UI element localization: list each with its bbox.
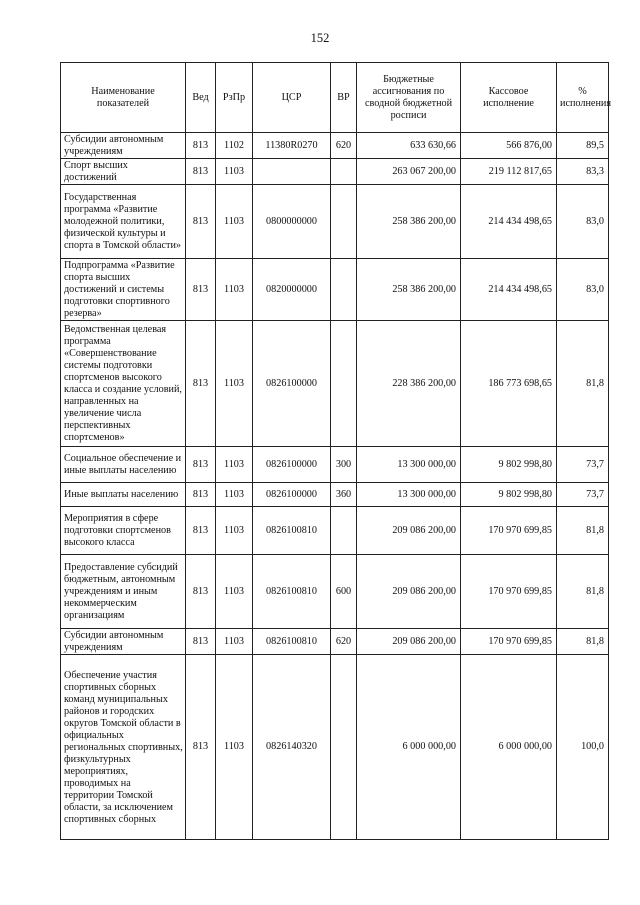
row-ved-cell: 813	[186, 185, 216, 259]
row-rzpr-cell: 1103	[216, 159, 253, 185]
row-rzpr-cell: 1103	[216, 507, 253, 555]
row-name-cell: Подпрограмма «Развитие спорта высших достижений и системы подготовки спортивного резерва»	[61, 259, 186, 321]
row-cash-cell: 214 434 498,65	[461, 185, 557, 259]
row-name-cell: Предоставление субсидий бюджетным, автономным учреждениям и иным некоммерческим организациям	[61, 555, 186, 629]
row-name-cell: Иные выплаты населению	[61, 483, 186, 507]
budget-execution-table	[60, 62, 612, 840]
row-cash-cell: 170 970 699,85	[461, 629, 557, 655]
header-vr: ВР	[331, 63, 357, 133]
row-cash-cell: 566 876,00	[461, 133, 557, 159]
row-csr-cell: 0826100810	[253, 629, 331, 655]
row-vr-cell	[331, 259, 357, 321]
row-ved-cell: 813	[186, 133, 216, 159]
row-vr-cell: 360	[331, 483, 357, 507]
row-vr-cell	[331, 321, 357, 447]
row-rzpr-cell: 1103	[216, 447, 253, 483]
row-rzpr-cell: 1103	[216, 321, 253, 447]
row-percent-cell: 83,0	[557, 185, 609, 259]
table-row	[61, 321, 609, 447]
row-percent-cell: 89,5	[557, 133, 609, 159]
row-name-cell: Субсидии автономным учреждениям	[61, 133, 186, 159]
row-cash-cell: 214 434 498,65	[461, 259, 557, 321]
row-ved-cell: 813	[186, 555, 216, 629]
row-csr-cell: 0826100000	[253, 447, 331, 483]
row-ved-cell: 813	[186, 447, 216, 483]
row-percent-cell: 81,8	[557, 507, 609, 555]
row-rzpr-cell: 1102	[216, 133, 253, 159]
row-rzpr-cell: 1103	[216, 555, 253, 629]
row-percent-cell: 81,8	[557, 321, 609, 447]
table-row	[61, 629, 609, 655]
header-ved: Вед	[186, 63, 216, 133]
row-vr-cell: 300	[331, 447, 357, 483]
row-csr-cell: 0826140320	[253, 655, 331, 840]
row-percent-cell: 81,8	[557, 555, 609, 629]
row-budget-cell: 263 067 200,00	[357, 159, 461, 185]
row-budget-cell: 258 386 200,00	[357, 185, 461, 259]
row-percent-cell: 73,7	[557, 447, 609, 483]
table-row	[61, 159, 609, 185]
row-budget-cell: 6 000 000,00	[357, 655, 461, 840]
row-budget-cell: 258 386 200,00	[357, 259, 461, 321]
table-body	[61, 133, 609, 840]
row-budget-cell: 633 630,66	[357, 133, 461, 159]
page-number: 152	[310, 31, 330, 45]
row-csr-cell: 0826100000	[253, 321, 331, 447]
row-csr-cell: 11380R0270	[253, 133, 331, 159]
row-vr-cell	[331, 159, 357, 185]
header-cash: Кассовое исполнение	[461, 63, 557, 133]
row-cash-cell: 170 970 699,85	[461, 507, 557, 555]
header-rzpr: РзПр	[216, 63, 253, 133]
row-vr-cell: 620	[331, 133, 357, 159]
table-row	[61, 447, 609, 483]
row-percent-cell: 73,7	[557, 483, 609, 507]
row-budget-cell: 209 086 200,00	[357, 507, 461, 555]
row-ved-cell: 813	[186, 321, 216, 447]
row-ved-cell: 813	[186, 259, 216, 321]
row-cash-cell: 219 112 817,65	[461, 159, 557, 185]
row-vr-cell: 620	[331, 629, 357, 655]
row-ved-cell: 813	[186, 483, 216, 507]
row-vr-cell: 600	[331, 555, 357, 629]
table-row	[61, 133, 609, 159]
row-percent-cell: 100,0	[557, 655, 609, 840]
row-vr-cell	[331, 507, 357, 555]
row-percent-cell: 83,0	[557, 259, 609, 321]
header-name: Наименование показателей	[61, 63, 186, 133]
row-rzpr-cell: 1103	[216, 629, 253, 655]
row-csr-cell: 0826100810	[253, 507, 331, 555]
row-rzpr-cell: 1103	[216, 185, 253, 259]
row-budget-cell: 13 300 000,00	[357, 447, 461, 483]
row-name-cell: Субсидии автономным учреждениям	[61, 629, 186, 655]
row-ved-cell: 813	[186, 159, 216, 185]
table-row	[61, 483, 609, 507]
row-cash-cell: 6 000 000,00	[461, 655, 557, 840]
row-ved-cell: 813	[186, 507, 216, 555]
row-percent-cell: 83,3	[557, 159, 609, 185]
row-budget-cell: 13 300 000,00	[357, 483, 461, 507]
row-rzpr-cell: 1103	[216, 259, 253, 321]
row-ved-cell: 813	[186, 629, 216, 655]
row-budget-cell: 209 086 200,00	[357, 555, 461, 629]
table-row	[61, 555, 609, 629]
row-percent-cell: 81,8	[557, 629, 609, 655]
row-rzpr-cell: 1103	[216, 483, 253, 507]
header-csr: ЦСР	[253, 63, 331, 133]
header-budget: Бюджетные ассигнования по сводной бюджетной росписи	[357, 63, 461, 133]
table-header-row	[61, 63, 609, 133]
row-budget-cell: 209 086 200,00	[357, 629, 461, 655]
row-rzpr-cell: 1103	[216, 655, 253, 840]
row-csr-cell: 0826100810	[253, 555, 331, 629]
row-ved-cell: 813	[186, 655, 216, 840]
row-cash-cell: 186 773 698,65	[461, 321, 557, 447]
row-vr-cell	[331, 185, 357, 259]
row-cash-cell: 9 802 998,80	[461, 483, 557, 507]
table-row	[61, 185, 609, 259]
table-row	[61, 507, 609, 555]
row-cash-cell: 170 970 699,85	[461, 555, 557, 629]
row-name-cell: Государственная программа «Развитие молодежной политики, физической культуры и спорта в Томской области»	[61, 185, 186, 259]
row-csr-cell: 0800000000	[253, 185, 331, 259]
row-csr-cell: 0826100000	[253, 483, 331, 507]
header-percent: % исполнения	[557, 63, 609, 133]
row-name-cell: Обеспечение участия спортивных сборных команд муниципальных районов и городских округов Томской области в официальных региональных спортивных, физкультурных мероприятиях, проводимых на территории Томской области, за исключением спортивных сборных	[61, 655, 186, 840]
row-name-cell: Мероприятия в сфере подготовки спортсменов высокого класса	[61, 507, 186, 555]
row-budget-cell: 228 386 200,00	[357, 321, 461, 447]
row-name-cell: Ведомственная целевая программа «Совершенствование системы подготовки спортсменов высокого класса и создание условий, направленных на увеличение числа перспективных спортсменов»	[61, 321, 186, 447]
table-row	[61, 655, 609, 840]
row-name-cell: Социальное обеспечение и иные выплаты населению	[61, 447, 186, 483]
table-row	[61, 259, 609, 321]
row-csr-cell: 0820000000	[253, 259, 331, 321]
row-vr-cell	[331, 655, 357, 840]
row-csr-cell	[253, 159, 331, 185]
row-cash-cell: 9 802 998,80	[461, 447, 557, 483]
row-name-cell: Спорт высших достижений	[61, 159, 186, 185]
